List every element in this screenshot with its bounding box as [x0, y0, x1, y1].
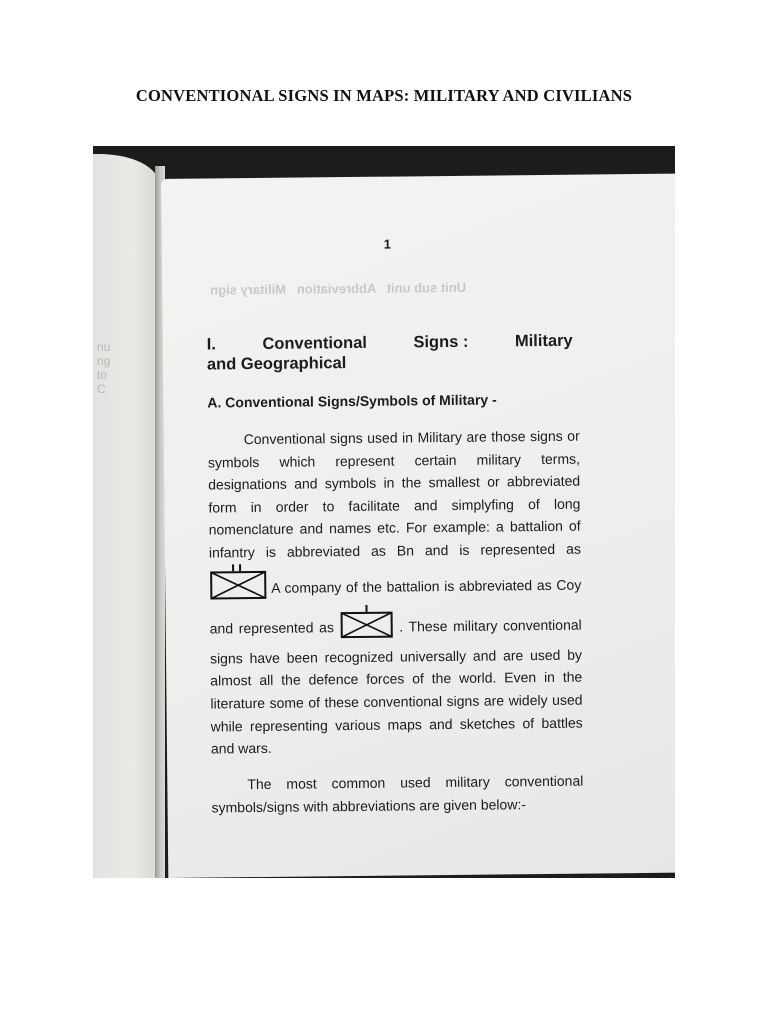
company-symbol [339, 605, 393, 646]
heading-word-signs: Signs : [413, 332, 469, 352]
battalion-symbol [209, 563, 267, 606]
para2-text: The most common used military conventional symbols/signs with abbreviations are given below:- [211, 772, 584, 816]
page-number: 1 [383, 236, 392, 252]
para1-mid-text: A company of the battalion is abbreviated as Coy and represented as [209, 576, 582, 637]
heading-line-2: and Geographical [206, 354, 347, 374]
document-title: CONVENTIONAL SIGNS IN MAPS: MILITARY AND CIVILIANS [135, 86, 633, 105]
section-heading [207, 331, 573, 375]
para1-after-text: . These military conventional signs have been recognized universally and are used by almost all the defence forces of the world. Even in the literature some of these conventional signs are widely used while representing various maps and sketches of battles and wars. [209, 616, 583, 757]
book-page [161, 174, 675, 878]
heading-word-military: Military [514, 331, 573, 351]
left-page-edge: nu ng to C [93, 154, 159, 878]
book-photo [93, 146, 675, 878]
heading-word-conventional: Conventional [262, 333, 368, 353]
body-paragraph-2 [211, 770, 583, 819]
show-through-text: Unit sub unit Abbreviation Military sign [210, 279, 467, 298]
body-paragraph-1 [208, 425, 583, 761]
para1-before-text: Conventional signs used in Military are those signs or symbols which represent certain military terms, designations and symbols in the smallest or abbreviated form in order to facilitate and simplyfing of long nomenclature and names etc. For example: a battalion of infantry is abbreviated as Bn and is represented as [207, 427, 581, 561]
subsection-heading: A. Conventional Signs/Symbols of Military - [207, 391, 497, 411]
heading-numeral: I. [206, 335, 217, 354]
